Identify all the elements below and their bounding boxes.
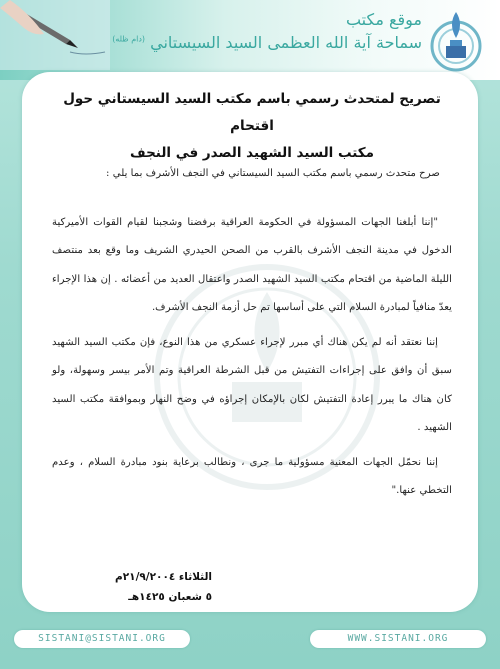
- statement-card: [22, 72, 478, 612]
- statement-paragraph-2: إننا نعتقد أنه لم يكن هناك أي مبرر لإجراء عسكري من هذا النوع، فإن مكتب السيد الشهيد سبق أن وافق على إجراءات التفتيش من قبل الشرطة العراقية وتم الأمر بيسر وسهولة، ولو كان هناك ما يبرر إعادة التفتيش لكان بالإمكان إجراؤه في وضح النهار وبموافقة مكتب السيد الشهيد .: [52, 336, 452, 433]
- website-link[interactable]: WWW.SISTANI.ORG: [310, 630, 486, 648]
- statement-paragraph-1: "إننا أبلغنا الجهات المسؤولة في الحكومة العراقية برفضنا وشجبنا لقيام القوات الأميركية الدخول في مدينة النجف الأشرف بالقرب من الصحن الحيدري الشريف وما وقع بعد منتصف الليلة الماضية من اقتحام مكتب السيد الشهيد الصدر واعتقال العديد من أعضائه . إن هذا الإجراء يعدّ منافياً لمبادرة السلام التي على أساسها تم حل أزمة النجف الأشرف.: [52, 216, 452, 313]
- statement-date: [52, 567, 212, 607]
- email-link[interactable]: SISTANI@SISTANI.ORG: [14, 630, 190, 648]
- headline-line-2: مكتب السيد الشهيد الصدر في النجف: [130, 145, 374, 161]
- site-title: موقع مكتب: [345, 10, 422, 29]
- office-name: سماحة آية الله العظمى السيد السيستاني: [150, 33, 422, 52]
- office-title: [92, 33, 422, 52]
- statement-headline: [62, 86, 442, 167]
- site-header: [0, 0, 500, 80]
- date-gregorian: الثلاثاء ٢١/٩/٢٠٠٤م: [115, 571, 212, 583]
- statement-body: [52, 160, 452, 512]
- honorific: (دام ظله): [112, 34, 146, 44]
- headline-line-1: تصريح لمتحدث رسمي باسم مكتب السيد السيستاني حول اقتحام: [63, 91, 441, 134]
- date-hijri: ٥ شعبان ١٤٢٥هـ: [128, 591, 212, 603]
- statement-intro: صرح متحدث رسمي باسم مكتب السيد السيستاني في النجف الأشرف بما يلي :: [106, 168, 440, 179]
- site-footer: [0, 630, 500, 650]
- office-logo-icon: [426, 6, 486, 74]
- statement-paragraph-3: إننا نحمّل الجهات المعنية مسؤولية ما جرى ، ونطالب برعاية بنود مبادرة السلام ، وعدم التخطي عنها.": [52, 456, 452, 496]
